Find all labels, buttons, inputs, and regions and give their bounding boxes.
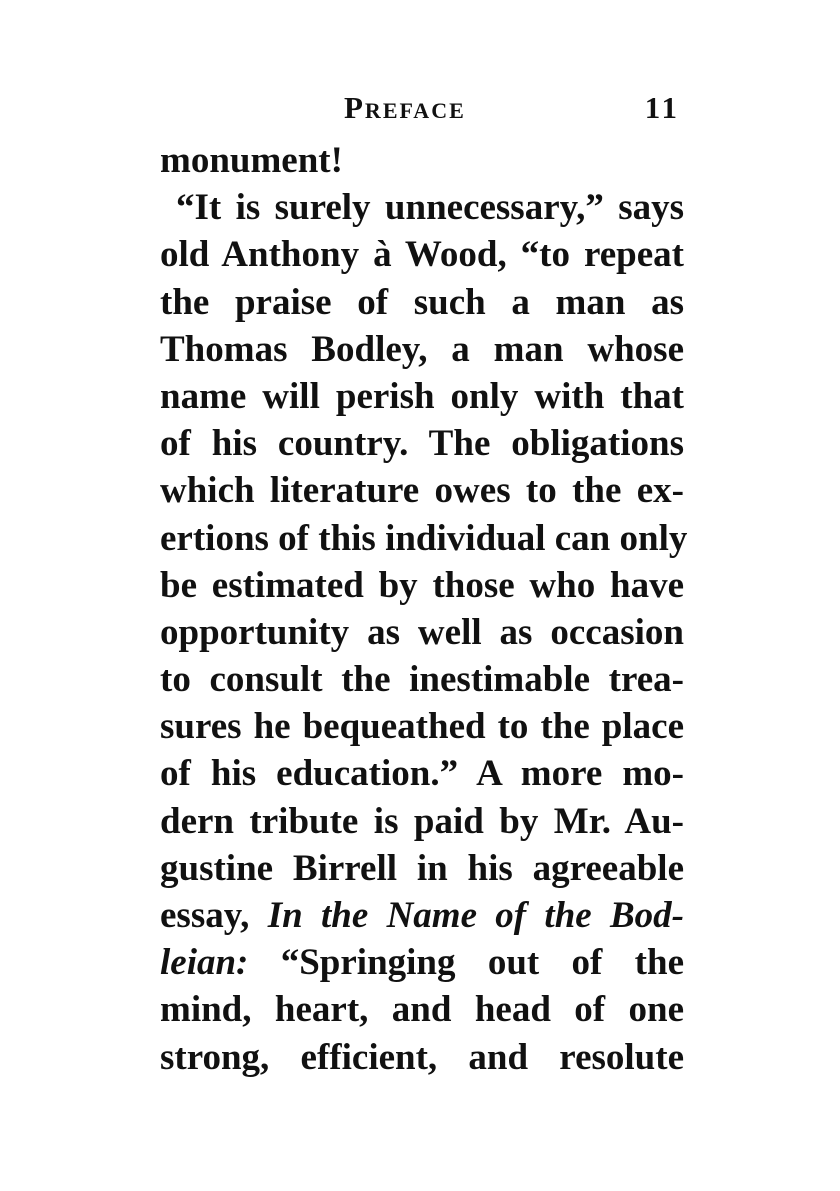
text-line: strong, efficient, and resolute (160, 1036, 684, 1078)
text-line: Thomas Bodley, a man whose (160, 328, 684, 370)
text-line: of his education.” A more mo- (160, 753, 684, 795)
text-line (160, 939, 684, 986)
text-line: “It is surely unnecessary,” says (176, 187, 684, 229)
page-number: 11 (644, 90, 680, 125)
running-head (160, 88, 684, 128)
body-text (160, 137, 688, 1081)
text-line: name will perish only with that (160, 375, 684, 417)
text-line: to consult the inestimable trea- (160, 659, 684, 701)
text-line: ertions of this individual can only (160, 517, 688, 559)
text-line: old Anthony à Wood, “to repeat (160, 234, 684, 276)
text-line (160, 892, 684, 939)
book-title-italic: leian: (160, 942, 249, 984)
text-line: of his country. The obligations (160, 423, 684, 465)
text-line: sures he bequeathed to the place (160, 706, 684, 748)
text-line: gustine Birrell in his agreeable (160, 847, 684, 889)
text-line: dern tribute is paid by Mr. Au- (160, 800, 684, 842)
text-line: mind, heart, and head of one (160, 989, 684, 1031)
running-title: Preface (344, 90, 466, 125)
text-line: which literature owes to the ex- (160, 470, 684, 512)
text-run: “Springing out of the (248, 942, 684, 984)
book-title-italic: In the Name of the Bod- (267, 895, 684, 936)
text-run: essay, (160, 895, 268, 936)
text-line: opportunity as well as occasion (160, 611, 684, 653)
text-line: the praise of such a man as (160, 281, 684, 323)
text-line: be estimated by those who have (160, 564, 684, 606)
text-line: monument! (160, 140, 343, 181)
